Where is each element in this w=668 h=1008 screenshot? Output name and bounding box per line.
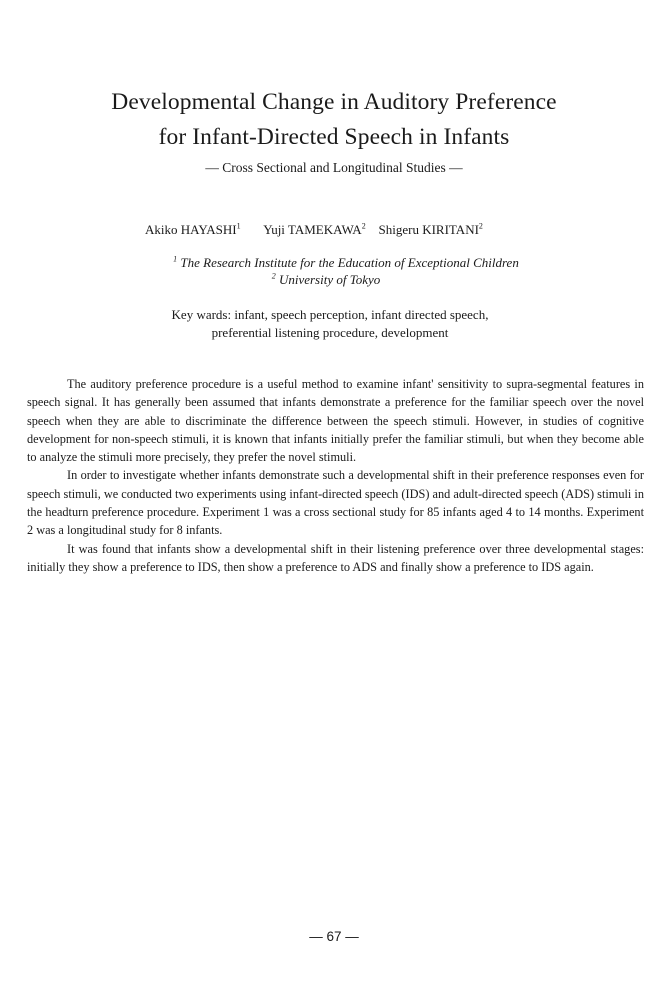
author: Yuji TAMEKAWA$^2$ [263, 221, 366, 237]
paragraph: The auditory preference procedure is a useful method to examine infant' sensitivity to supra-segmental features in speech signal. It has generally been assumed that infants demonstrate a preference for the familiar speech over the novel speech when they are able to discriminate the difference between the speech stimuli. However, in studies of cognitive development for non-speech stimuli, it is known that infants initially prefer the familiar stimuli, but when they become able to analyze the stimuli more precisely, they prefer the novel stimuli. [27, 377, 644, 465]
paper-title-line-1: Developmental Change in Auditory Preference [111, 89, 557, 115]
author: Shigeru KIRITANI$^2$ [378, 221, 483, 237]
author: Akiko HAYASHI$^1$ [145, 221, 241, 237]
paragraph: In order to investigate whether infants demonstrate such a developmental shift in their preference responses even for speech stimuli, we conducted two experiments using infant-directed speech (IDS) and adult-directed speech (ADS) stimuli in the headturn preference procedure. Experiment 1 was a cross sectional study for 85 infants aged 4 to 14 months. Experiment 2 was a longitudinal study for 8 infants. [27, 468, 644, 538]
affiliation: $^2$ University of Tokyo [271, 271, 381, 287]
page-number: — 67 — [309, 929, 359, 944]
paper-title-line-2: for Infant-Directed Speech in Infants [158, 124, 510, 150]
paper-subtitle: — Cross Sectional and Longitudinal Studies — [205, 160, 463, 175]
keywords-line-2: preferential listening procedure, development [211, 325, 449, 340]
affiliation: $^1$ The Research Institute for the Education of Exceptional Children [173, 254, 519, 270]
paragraph: It was found that infants show a developmental shift in their listening preference over three developmental stages: initially they show a preference to IDS, then show a preference to ADS and finally show a preference to IDS again. [27, 541, 644, 574]
keywords-line-1: Key wards: infant, speech perception, infant directed speech, [171, 307, 489, 322]
author-list [145, 222, 483, 238]
abstract-body [27, 375, 644, 576]
